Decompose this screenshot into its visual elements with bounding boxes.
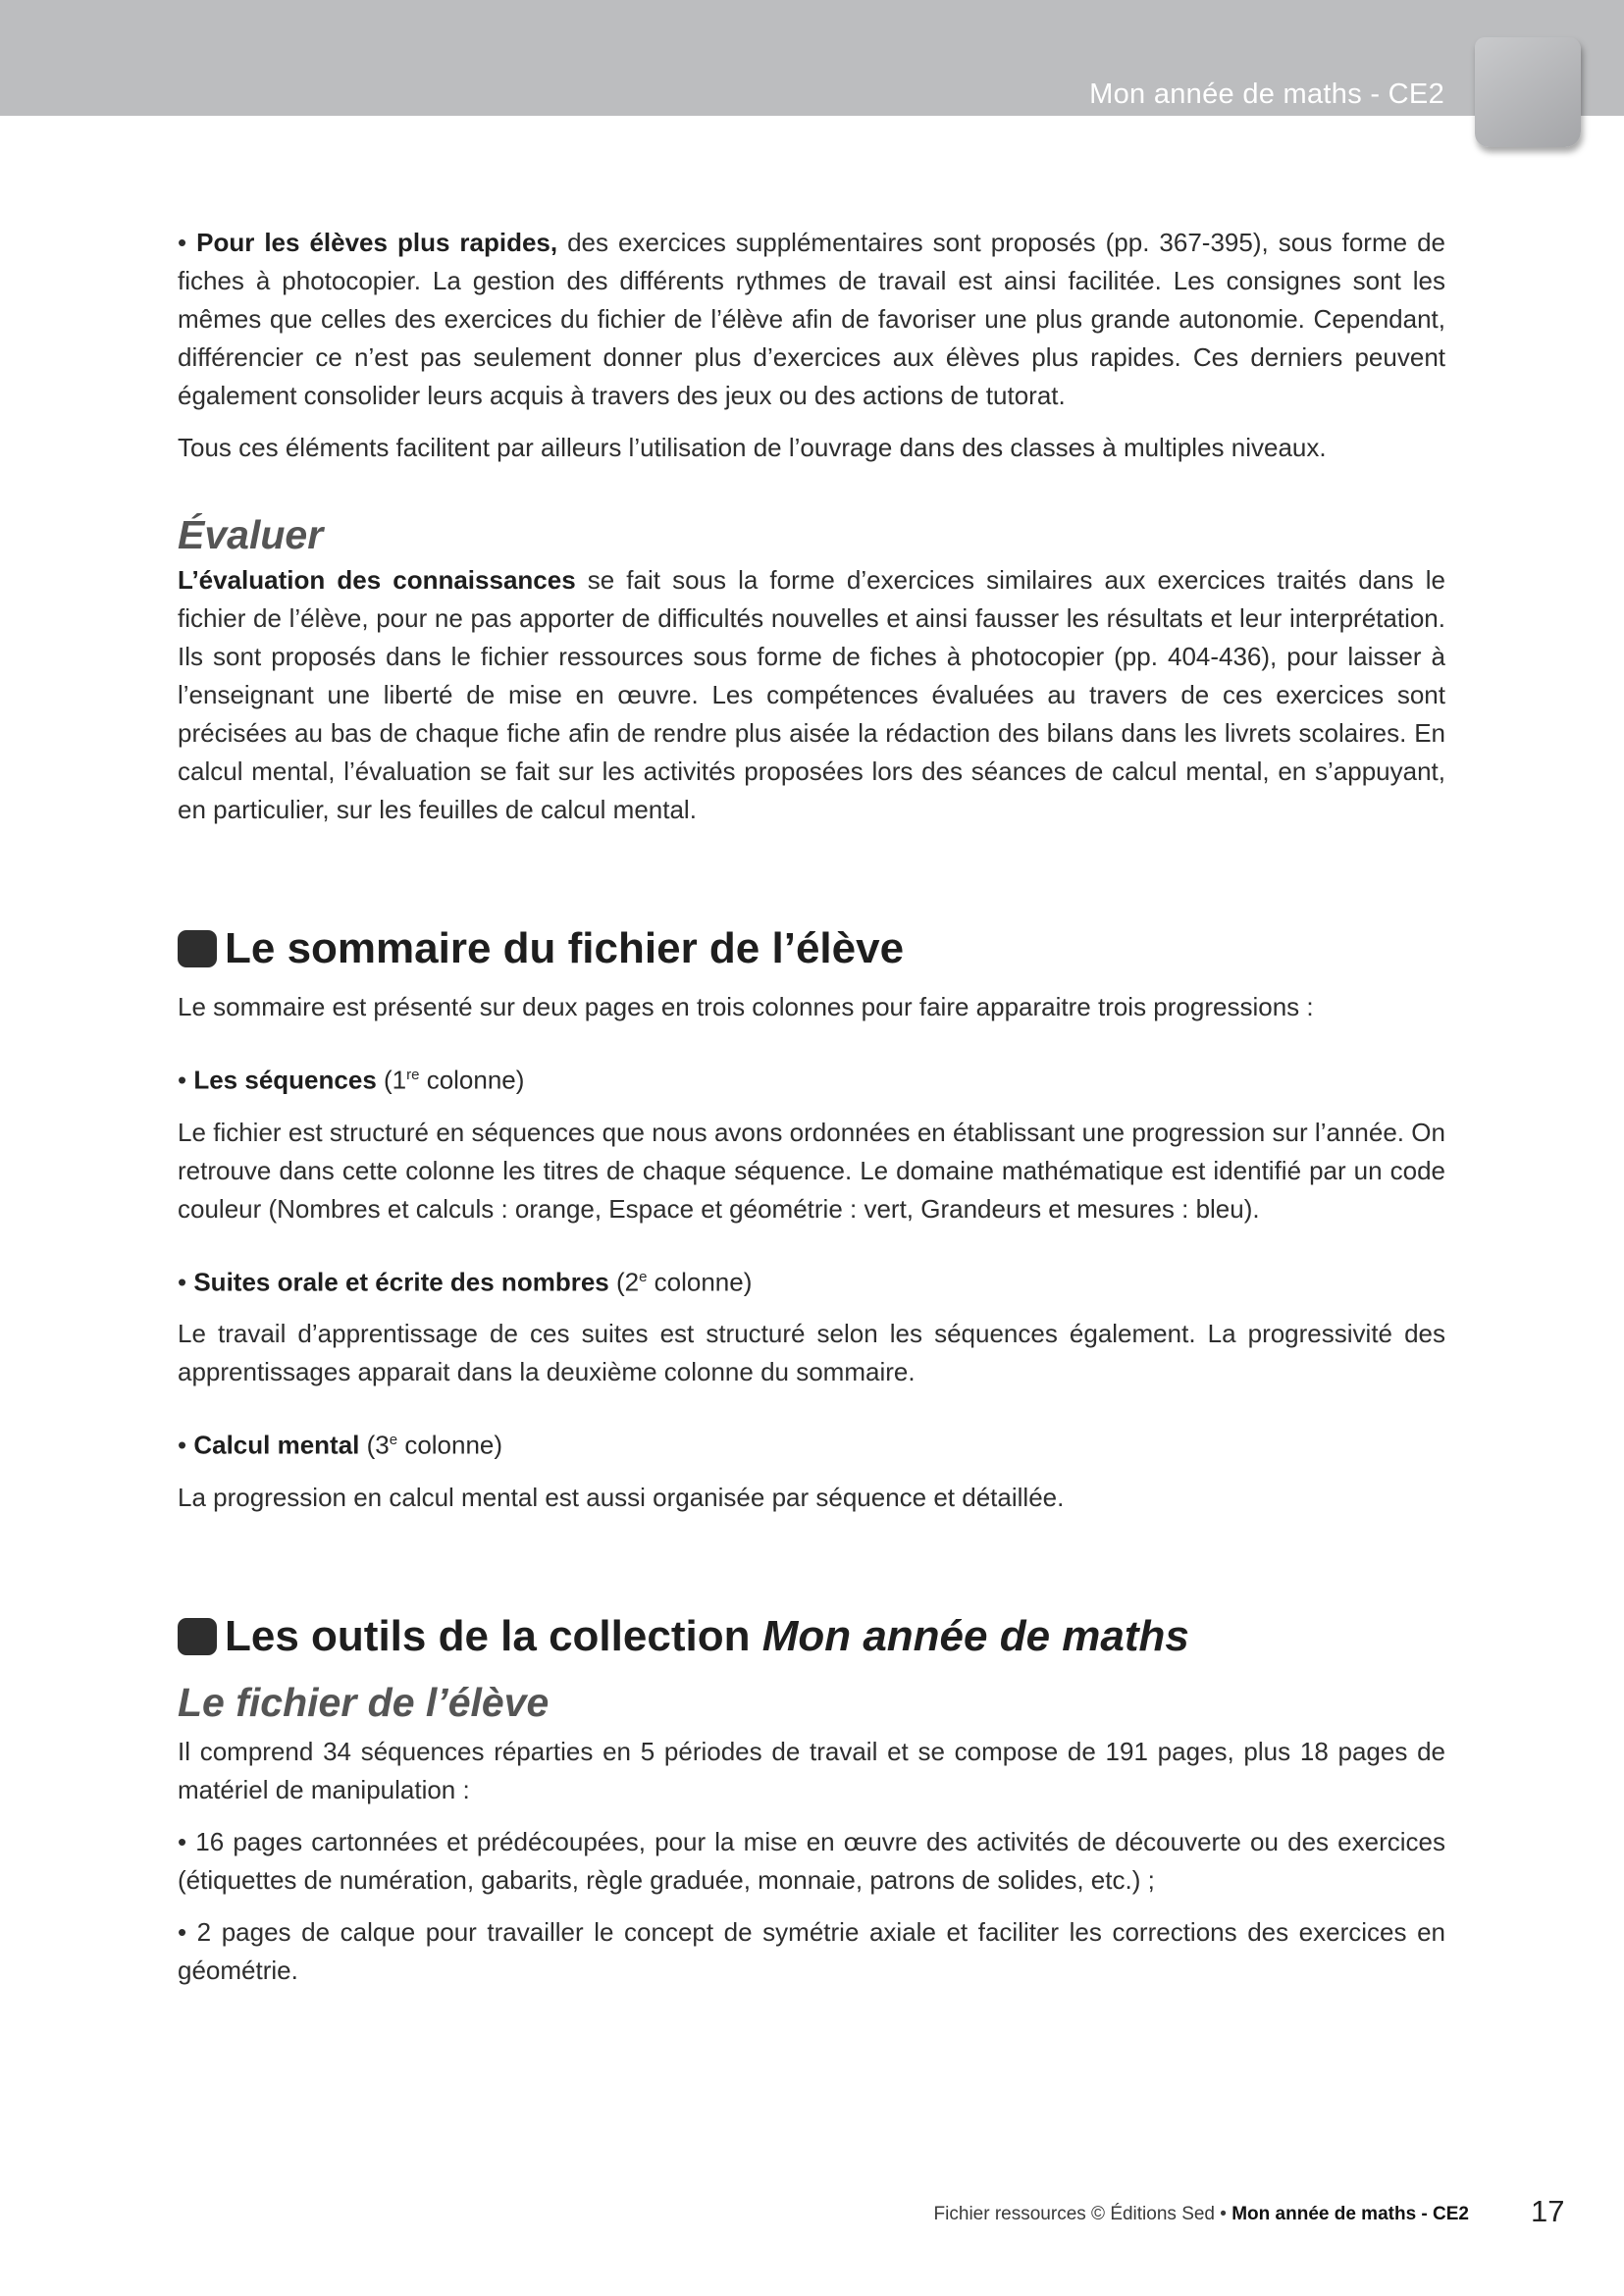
header-tab-decoration [1475, 37, 1581, 147]
section-heading-text: Le sommaire du fichier de l’élève [225, 924, 905, 972]
bullet: • [178, 228, 187, 257]
heading-evaluer: Évaluer [178, 512, 324, 557]
section-heading-outils [178, 1609, 1445, 1664]
square-bullet-icon [178, 1618, 217, 1655]
page-content [178, 224, 1445, 2004]
paragraph-suites: Le travail d’apprentissage de ces suites est structuré selon les séquences également. La progressivité des apprentissages apparait dans la deuxième colonne du sommaire. [178, 1319, 1445, 1387]
bold-lead: Pour les élèves plus rapides, [196, 228, 558, 257]
section-heading-text: Les outils de la collection Mon année de maths [225, 1611, 1189, 1660]
header-title: Mon année de maths - CE2 [1089, 78, 1444, 110]
paragraph-evaluation [178, 561, 1445, 829]
bullet-title-sequences: • Les séquences (1re colonne) [178, 1065, 525, 1095]
footer-bold: Mon année de maths - CE2 [1231, 2204, 1469, 2224]
footer [934, 2204, 1469, 2225]
section-heading-sommaire [178, 921, 1445, 976]
paragraph-sequences: Le fichier est structuré en séquences que nous avons ordonnées en établissant une progression sur l’année. On retrouve dans cette colonne les titres de chaque séquence. Le domaine mathématique est identifié par un code couleur (Nombres et calculs : orange, Espace et géométrie : vert, Grandeurs et mesures : bleu). [178, 1117, 1445, 1224]
heading-fichier-eleve: Le fichier de l’élève [178, 1679, 550, 1725]
bullet-title-suites: • Suites orale et écrite des nombres (2e colonne) [178, 1267, 753, 1297]
paragraph-eleves-rapides [178, 224, 1445, 415]
bold-lead: L’évaluation des connaissances [178, 565, 576, 595]
bullet-title-calcul-mental: • Calcul mental (3e colonne) [178, 1430, 503, 1460]
paragraph-text: se fait sous la forme d’exercices similaires aux exercices traités dans le fichier de l’élève, pour ne pas apporter de difficultés nouvelles et ainsi fausser les résultats et leur interprétation. Ils sont proposés dans le fichier ressources sous forme de fiches à photocopier (pp. 404-436), pour laisser à l’enseignant une liberté de mise en œuvre. Les compétences évaluées au travers de ces exercices sont précisées au bas de chaque fiche afin de rendre plus aisée la rédaction des bilans dans les livrets scolaires. En calcul mental, l’évaluation se fait sur les activités proposées lors des séances de calcul mental, en s’appuyant, en particulier, sur les feuilles de calcul mental. [178, 565, 1445, 824]
square-bullet-icon [178, 930, 217, 967]
paragraph-multiples-niveaux: Tous ces éléments facilitent par ailleurs l’utilisation de l’ouvrage dans des classes à multiples niveaux. [178, 433, 1327, 462]
paragraph-text: des exercices supplémentaires sont proposés (pp. 367-395), sous forme de fiches à photocopier. La gestion des différents rythmes de travail est ainsi facilitée. Les consignes sont les mêmes que celles des exercices du fichier de l’élève afin de favoriser une plus grande autonomie. Cependant, différencier ce n’est pas seulement donner plus d’exercices aux élèves plus rapides. Ces derniers peuvent également consolider leurs acquis à travers des jeux ou des actions de tutorat. [178, 228, 1445, 410]
paragraph-pages-calque: • 2 pages de calque pour travailler le concept de symétrie axiale et faciliter les corrections des exercices en géométrie. [178, 1916, 1445, 1985]
paragraph-fichier-intro: Il comprend 34 séquences réparties en 5 périodes de travail et se compose de 191 pages, plus 18 pages de matériel de manipulation : [178, 1736, 1445, 1804]
paragraph-pages-cartonnees: • 16 pages cartonnées et prédécoupées, pour la mise en œuvre des activités de découverte ou des exercices (étiquettes de numération, gabarits, règle graduée, monnaie, patrons de solides, etc.) ; [178, 1826, 1445, 1895]
paragraph-calcul-mental: La progression en calcul mental est aussi organisée par séquence et détaillée. [178, 1482, 1065, 1512]
footer-text: Fichier ressources © Éditions Sed • [933, 2204, 1232, 2224]
page-number: 17 [1531, 2194, 1565, 2228]
paragraph-sommaire-intro: Le sommaire est présenté sur deux pages en trois colonnes pour faire apparaitre trois progressions : [178, 992, 1314, 1021]
